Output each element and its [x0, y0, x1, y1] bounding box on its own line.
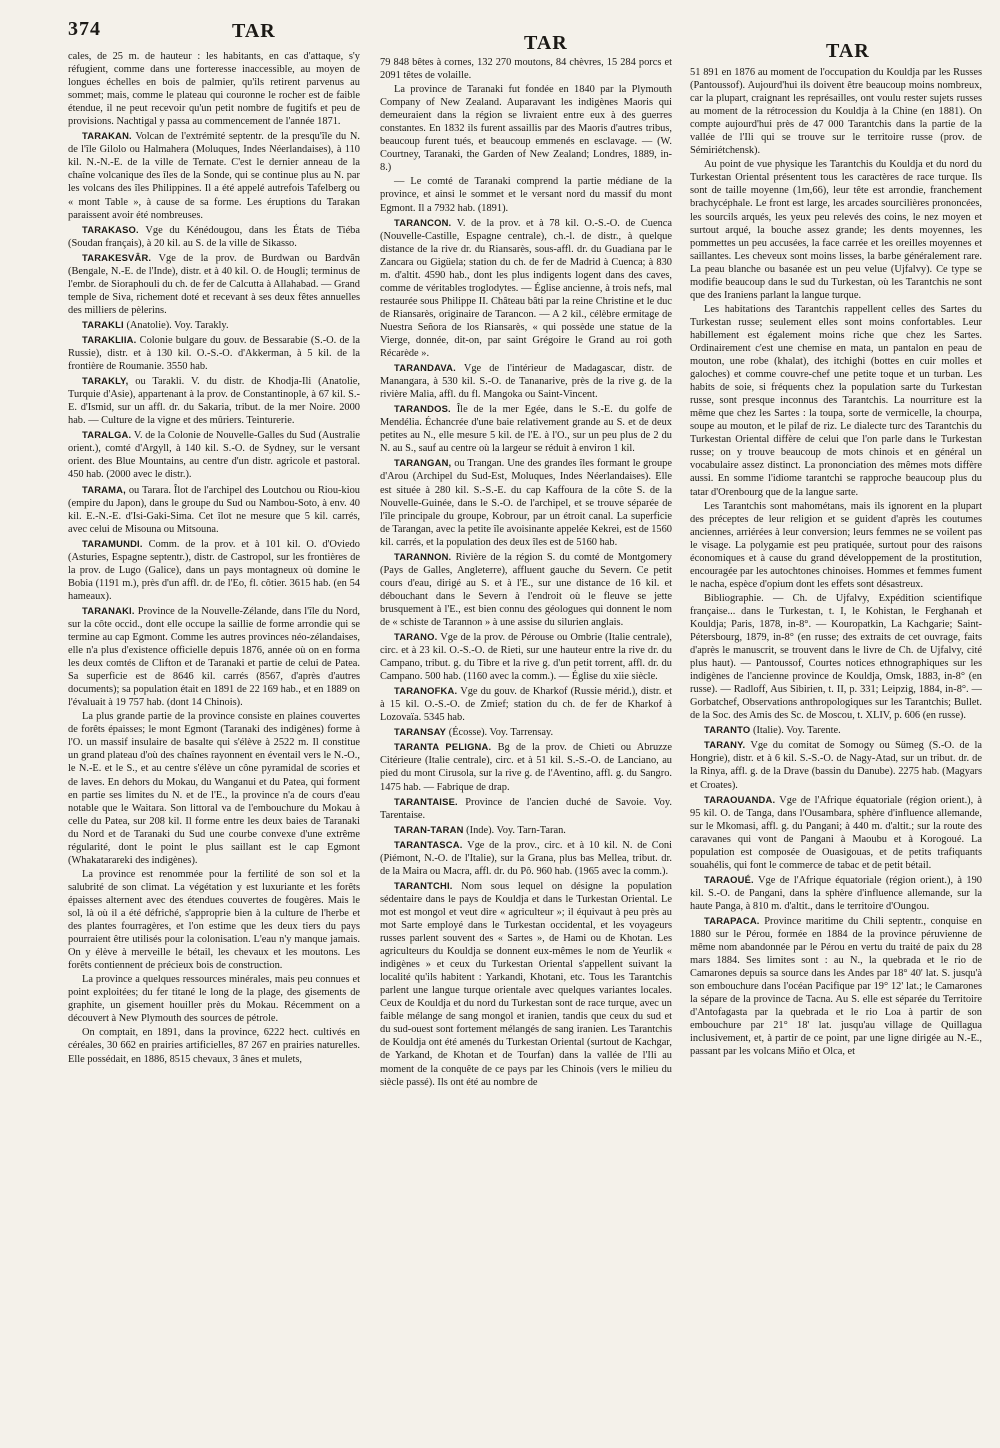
entry-text: Comm. de la prov. et à 101 kil. O. d'Oviedo (Asturies, Espagne septentr.), distr. de Castropol, sur les frontières de la prov. de Lugo (Galice), dans un pays montagneux où domine le Bobia (1191 m.), près d'un affl. dr. de l'Eo, fl. côtier. 3615 hab. (en 54 hameaux).	[68, 538, 360, 602]
entry-headword: TARAKLIIA.	[82, 333, 137, 345]
entry-text: Les Tarantchis sont mahométans, mais ils ignorent en la plupart des préceptes de leur religion et se guident d'après les coutumes anciennes, arriérées à leur conversion; leurs femmes ne se voilent pas le visage. La polygamie est peu pratiquée, surtout pour des raisons économiques et à cause du grand développement de la prostitution, encouragée par les autochtones chinoises. Hommes et femmes fument le nacha, espèce d'opium dont les effets sont désastreux.	[690, 500, 982, 590]
entry-headword: TARANO.	[394, 631, 438, 643]
running-head-2: TAR	[524, 32, 568, 54]
entry-text: Bg de la prov. de Chieti ou Abruzze Citérieure (Italie centrale), circ. et à 51 kil. S.-S.-O. de Lanciano, au pied du mont Cirusola, sur la rive g. de l'Aventino, affl. g. du Sangro. 1475 hab. — Fabrique de drap.	[380, 742, 672, 793]
entry-text: (Écosse). Voy. Tarrensay.	[448, 727, 554, 739]
running-head-1: TAR	[232, 20, 276, 42]
entry-text: ou Tarara. Îlot de l'archipel des Loutchou ou Riou-kiou (empire du Japon), dans le groupe du Sud ou Nambou-Soto, à env. 40 kil. E.-N.-E. d'Isi-Gaki-Sima. Cet îlot ne mesure que 5 kil. carrés, avec celui de Misouna ou Mitsouna.	[68, 484, 360, 535]
entry-headword: TARANY.	[704, 739, 746, 751]
dictionary-entry	[68, 333, 360, 373]
paragraph	[68, 710, 360, 867]
entry-text: (Inde). Voy. Tarn-Taran.	[466, 824, 566, 836]
entry-headword: TARANTCHI.	[394, 879, 453, 891]
dictionary-entry	[68, 428, 360, 481]
paragraph	[690, 66, 982, 157]
dictionary-entry	[380, 402, 672, 455]
entry-text: Vge de l'intérieur de Madagascar, distr. de Manangara, à 530 kil. S.-O. de Tananarive, près de la rive g. de la rivière Malia, affl. du fl. Mangoka ou Saint-Vincent.	[380, 363, 672, 401]
dictionary-entry	[690, 873, 982, 913]
running-head-3: TAR	[826, 40, 870, 62]
paragraph	[68, 1026, 360, 1065]
dictionary-entry	[380, 361, 672, 401]
dictionary-entry	[380, 740, 672, 793]
entry-text: La province de Taranaki fut fondée en 1840 par la Plymouth Company of New Zealand. Auparavant les indigènes Maoris qui demeuraient dans la région se livraient entre eux à des guerres constantes. En 1832 ils furent assaillis par des Maoris d'autres tribus, beaucoup furent tués, et beaucoup emmenés en esclavage. — (W. Courtney, Taranaki, the Garden of New Zealand; Londres, 1889, in-8.)	[380, 84, 672, 174]
dictionary-entry	[380, 879, 672, 1089]
entry-text: Vge de la prov. de Burdwan ou Bardvân (Bengale, N.-E. de l'Inde), distr. et à 40 kil. O. de Hougli; terminus de l'embr. de Sioraphouli du ch. de fer de Calcutta à Allahabad. — Grand temple de Siva, richement doté et recevant à ses deux fêtes annuelles des milliers de pèlerins.	[68, 252, 360, 316]
entry-text: Vge du Kénédougou, dans les États de Tiéba (Soudan français), à 20 kil. au S. de la ville de Sikasso.	[68, 224, 360, 249]
dictionary-entry	[380, 795, 672, 822]
dictionary-entry	[380, 630, 672, 683]
entry-headword: TARANOFKA.	[394, 685, 458, 697]
entry-headword: TARAOUANDA.	[704, 793, 776, 805]
paragraph	[68, 973, 360, 1025]
entry-headword: TARAKLI	[82, 318, 124, 330]
entry-text: Rivière de la région S. du comté de Montgomery (Pays de Galles, Angleterre), affluent gauche du Severn. Ce petit cours d'eau, dirigé au S. et à l'E., sur une distance de 16 kil. et débouchant dans le Severn à l'endroit où le fleuve se jette brusquement à l'E., est bien connu des géologues qui donnent le nom de « schiste de Tarannon » à une assise du silurien anglais.	[380, 551, 672, 628]
entry-headword: TARANDOS.	[394, 403, 451, 415]
paragraph	[380, 56, 672, 82]
dictionary-entry	[68, 604, 360, 709]
dictionary-entry	[380, 838, 672, 878]
entry-text: Colonie bulgare du gouv. de Bessarabie (S.-O. de la Russie), distr. et à 130 kil. O.-S.-O. d'Akkerman, à 5 kil. de la frontière de Roumanie. 3550 hab.	[68, 334, 360, 373]
entry-headword: TARAMA,	[82, 483, 126, 495]
entry-text: Vge de l'Afrique équatoriale (région orient.), à 190 kil. S.-O. de Pangani, dans la sphère d'influence allemande, sur la haute Panga, à 810 m. d'altit., dans le territoire d'Oungou.	[690, 874, 982, 912]
entry-text: cales, de 25 m. de hauteur : les habitants, en cas d'attaque, s'y réfugient, comme dans une forteresse inaccessible, au moyen de longues échelles en bois de palmier, qu'ils retirent parvenus au sommet; mais, comme le plateau qui couronne le rocher est de faible étendue, il ne peut recevoir qu'un petit nombre de fugitifs et peu de provisions. Nachtigal y passa au commencement de l'année 1871.	[68, 51, 360, 128]
entry-headword: TARANNON.	[394, 550, 452, 562]
entry-headword: TARAKLY,	[82, 375, 129, 387]
text-column-1	[68, 50, 360, 1442]
entry-text: Province maritime du Chili septentr., conquise en 1880 sur le Pérou, formée en 1884 de la province péruvienne de même nom abandonnée par le Pérou en vertu du traité de paix du 28 mars 1884. Ses limites sont : au N., la quebrada et le rio de Camarones depuis sa source dans les Andes par 18° 40' lat. S. jusqu'à son embouchure dans l'océan Pacifique par 19° 12' lat.; le Camarones la sépare de la province de Tacna. Au S. elle est séparée du Territoire d'Antofagasta par la quebrada et le rio Loa à partir de son embouchure par 21° 18' lat. jusqu'au village de Quillagua inclusivement, et, à partir de ce point, par une ligne dirigée au N.-E., passant par les volcans Miño et Olca, et	[690, 916, 982, 1058]
entry-text: 51 891 en 1876 au moment de l'occupation du Kouldja par les Russes (Pantoussof). Aujourd'hui ils doivent être beaucoup moins nombreux, car la plupart, craignant les représailles, ont voulu rester sujets russes au moment de la rétrocession du Kouldja à la Chine (en 1881). On compte aujourd'hui près de 47 000 Tarantchis dans la partie de la vallée de l'Ili qui se trouve sur le territoire russe (prov. de Sémiriétchensk).	[690, 67, 982, 157]
entry-text: Vge du gouv. de Kharkof (Russie mérid.), distr. et à 15 kil. O.-S.-O. de Zmief; station du ch. de fer de Kharkof à Lozovaïa. 5345 hab.	[380, 686, 672, 724]
entry-text: Bibliographie. — Ch. de Ujfalvy, Expédition scientifique française... dans le Turkestan, t. I, le Kohistan, le Ferghanah et Kouldja; Paris, 1878, in-8°. — Kouropatkin, La Kachgarie; Saint-Pétersbourg, 1879, in-8° (en russe; des extraits de cet ouvrage, faits d'après le manuscrit, se trouvent dans le livre de Ch. de Ujfalvy, cité plus haut). — Pantoussof, Courtes notices ethnographiques sur les indigènes de l'ancienne province de Kouldja, Omsk, 1883, in-8° (en russe). — Radloff, Aus Sibirien, t. II, p. 331; Leipzig, 1884, in-8°. — Gorbatchef, Observations anthropologiques sur les Tarantchis; Bullet. de la Soc. des Amis des Sc. de Moscou, t. XLIV, p. 606 (en russe).	[690, 592, 982, 722]
entry-headword: TARANSAY	[394, 726, 447, 738]
dictionary-entry	[68, 223, 360, 250]
entry-text: La plus grande partie de la province consiste en plaines couvertes de forêts épaisses; le mont Egmont (Taranaki des indigènes) forme à l'O. un massif insulaire de basalte qui s'élève à 2522 m. Il constitue un grand plateau d'où des chaînes rayonnent en éventail vers le N.-O., le N.-E. et le S., et au centre s'élève un cône pyramidal de scories et de laves. En dehors du Mokau, du Wanganui et du Patea, qui forment en partie ses limites du N. et de l'E., la province n'a de cours d'eau notable que le Waitara. Son littoral va de l'embouchure du Mokau à celle du Patea, sur 208 kil. Il forme entre les deux baies de Taranaki du Nord et de Taranaki du Sud une courbe convexe d'une extrême régularité, dont le point le plus saillant est le cap Egmont (Whakatarareki des indigènes).	[68, 711, 360, 866]
entry-headword: TARANGAN,	[394, 457, 452, 469]
entry-text: ou Trangan. Une des grandes îles formant le groupe d'Arou (Archipel du Sud-Est, Moluques, Indes Néerlandaises). Elle est située à 280 kil. S.-S.-E. du cap Kaffoura de la côte S. de la Nouvelle-Guinée, dans le S.-O. de l'archipel, et se trouve séparée de l'île principale du groupe, Kobrour, par un étroit canal. La superficie de Tarangan, avec la petite île avoisinante appelée Kekrei, est de 1560 kil. carrés, et la population des deux îles est de 5160 hab.	[380, 458, 672, 548]
entry-headword: TARANTASCA.	[394, 838, 463, 850]
dictionary-entry	[380, 216, 672, 361]
entry-text: Province de la Nouvelle-Zélande, dans l'île du Nord, sur la côte occid., dont elle occupe la saillie de forme arrondie qui se termine au cap Egmont. Comme les autres provinces néo-zélandaises, elle n'a plus d'existence officielle depuis 1876, année où on en forma les deux comtés de Clifton et de Taranaki et partie de celui de Patea. Sa superficie est de 8646 kil. carrés (8567, d'après d'autres documents); sa population était en 1891 de 22 169 hab., et en 1889 on l'évaluait à 19 757 hab. (dont 14 Chinois).	[68, 605, 360, 709]
entry-text: (Italie). Voy. Tarente.	[752, 725, 841, 737]
entry-text: (Anatolie). Voy. Tarakly.	[126, 319, 229, 331]
dictionary-entry	[690, 793, 982, 872]
entry-text: Volcan de l'extrémité septentr. de la presqu'île du N. de l'île Gilolo ou Halmahera (Moluques, Indes Néerlandaises), à 110 kil. N.-N.-E. de la ville de Ternate. C'est le dernier anneau de la chaîne volcanique des îles de la Sonde, qui se continue plus au N. par les volcans des îles Philippines. Il a été appelé autrefois Tafelberg ou « mont Table », à cause de sa forme. Les éruptions du Tarakan paraissent avoir été nombreuses.	[68, 131, 360, 221]
dictionary-entry	[68, 374, 360, 427]
entry-headword: TARAN-TARAN	[394, 823, 464, 835]
entry-headword: TARANAKI.	[82, 604, 135, 616]
entry-text: Vge du comitat de Somogy ou Sümeg (S.-O. de la Hongrie), distr. et à 6 kil. S.-S.-O. de Nagy-Atad, sur un tribut. dr. de la Rinya, affl. g. de la Drave (bassin du Danube). 2275 hab. (Magyars et Croates).	[690, 740, 982, 791]
entry-text: Province de l'ancien duché de Savoie. Voy. Tarentaise.	[380, 796, 672, 821]
paragraph	[380, 83, 672, 174]
text-column-2	[380, 56, 672, 1442]
dictionary-entry	[68, 483, 360, 536]
entry-text: V. de la Colonie de Nouvelle-Galles du Sud (Australie orient.), comté d'Argyll, à 140 kil. S.-O. de Sydney, sur le versant orient. des Blue Mountains, au centre d'un distr. agricole et pastoral. 450 hab. (2000 avec le distr.).	[68, 430, 360, 481]
dictionary-entry	[68, 537, 360, 603]
paragraph	[380, 175, 672, 214]
paragraph	[690, 500, 982, 591]
dictionary-entry	[380, 684, 672, 724]
entry-headword: TARANTA PELIGNA.	[394, 741, 492, 753]
entry-headword: TARAMUNDI.	[82, 537, 143, 549]
entry-headword: TARANTO	[704, 724, 751, 736]
paragraph	[68, 868, 360, 972]
entry-text: Vge de la prov., circ. et à 10 kil. N. de Coni (Piémont, N.-O. de l'Italie), sur la Grana, plus bas Mellea, tribut. dr. de la Maira ou Macra, affl. dr. du Pô. 960 hab. (1965 avec la comm.).	[380, 839, 672, 877]
entry-headword: TARAKESVÂR.	[82, 251, 152, 263]
entry-headword: TARANTAISE.	[394, 795, 458, 807]
entry-text: Au point de vue physique les Tarantchis du Kouldja et du nord du Turkestan Oriental présentent tous les caractères de race turque. Ils sont de taille moyenne (1m,66), leur tête est arrondie, franchement brachycéphale. Le front est large, les arcades sourcilières prononcées, les sourcils arqués, les yeux peu relevés des coins, le nez moyen et surtout arqué, la bouche assez grande; les dents moyennes, les pommettes un peu accusées, la face carrée et les oreilles moyennes et saillantes. Les cheveux sont moins lisses, la barbe généralement rare. La peau blanche ou basanée est un peu velue (Ujfalvy). Ce type se modifie beaucoup dans le sud du Turkestan, où les Tarantchis ne sont que des Iraniens parlant la langue turque.	[690, 159, 982, 301]
paragraph	[68, 50, 360, 128]
entry-text: — Le comté de Taranaki comprend la partie médiane de la province, et ainsi le sommet et le versant nord du massif du mont Egmont. Il a 7932 hab. (1891).	[380, 176, 672, 214]
paragraph	[690, 592, 982, 722]
entry-headword: TARAKAN.	[82, 130, 132, 142]
entry-headword: TARAKASO.	[82, 223, 139, 235]
dictionary-entry	[68, 129, 360, 221]
dictionary-entry	[690, 738, 982, 791]
entry-text: Vge de l'Afrique équatoriale (région orient.), à 95 kil. O. de Tanga, dans l'Ousambara, sphère d'influence allemande, sur le Mkomasi, affl. g. du Pangani; à 440 m. d'altit.; sur la route des caravanes qui vont de Pangani à Maoubu et à Korogoué. La population est composée de Ouasigouas, et de petits trafiquants souahélis, qui font le commerce de tabac et de petit bétail.	[690, 794, 982, 871]
entry-text: La province a quelques ressources minérales, mais peu connues et point exploitées; du fer titané le long de la plage, des gisements de graphite, un gisement houiller près du Mokau. Récemment on a découvert à New Plymouth des sources de pétrole.	[68, 974, 360, 1025]
entry-headword: TARAOUÉ.	[704, 873, 754, 885]
entry-text: Île de la mer Egée, dans le S.-E. du golfe de Mendélia. Échancrée d'une baie relativement grande au S. et de deux petites au N., elle mesure 5 kil. de l'E. à l'O., sur un peu plus de 2 du N. au S., sauf au centre où la largeur se réduit à environ 1 kil.	[380, 404, 672, 455]
dictionary-entry	[68, 318, 360, 332]
dictionary-entry	[380, 823, 672, 837]
page-number: 374	[68, 18, 101, 40]
entry-headword: TARALGA.	[82, 429, 132, 441]
entry-text: Nom sous lequel on désigne la population sédentaire dans le pays de Kouldja et dans le Turkestan Oriental. Le mot est mongol et veut dire « agriculteur »; il équivaut à peu près au mot Sarte employé dans le Turkestan occidental, et les voyageurs russes parlent souvent des « Sartes », de Hami ou de Khotan. Les agriculteurs du Kouldja se donnent eux-mêmes le nom de Yeurlik « indigènes » et ceux du Turkestan Oriental s'appellent suivant la localité qu'ils habitent : Yarkandi, Khotani, etc. Tous les Tarantchis parlent une langue turque orientale avec quelques variantes locales. Ceux de Kouldja et du nord du Turkestan sont de race turque, avec un faible mélange de sang mongol et iranien, tandis que ceux du sud et du sud-ouest sont fortement mélangés de sang iranien. Les Tarantchis de Kouldja ont été amenés du Turkestan Oriental (surtout de Kachgar, de Yarkand, de Khotan et de Tourfan) dans la vallée de l'Ili au moment de la conquête de ce pays par les Chinois (vers le milieu du siècle passé). Ils ont été au nombre de	[380, 880, 672, 1088]
dictionary-entry	[690, 723, 982, 737]
entry-headword: TARANCON.	[394, 216, 452, 228]
dictionary-entry	[380, 456, 672, 548]
entry-text: ou Tarakli. V. du distr. de Khodja-Ili (Anatolie, Turquie d'Asie), appartenant à la prov. de Constantinople, à 67 kil. S.-E. d'Ismid, sur un affl. dr. du Sakaria, tribut. de la mer Noire. 2000 hab. — Culture de la vigne et des mûriers. Teinturerie.	[68, 376, 360, 427]
paragraph	[690, 158, 982, 302]
dictionary-entry	[68, 251, 360, 317]
entry-text: Les habitations des Tarantchis rappellent celles des Sartes du Turkestan russe; seulement elles sont moins confortables. Leur habillement est également moins riche que chez les Sartes. Ordinairement c'est une chemise en mata, un pantalon en peau de mouton, une robe (khalat), des itchighi (bottes en cuir molles et galoches) et comme couvre-chef une petite toque et un turban. Les habits de soie, si fréquents chez la population sarte du Turkestan russe, sont presque inconnus des Tarantchis. La nourriture est la même que chez les Sartes : la toupa, sorte de vermicelle, la chourpa, soupe au mouton, et le pilaf de riz. Le dialecte turc des Tarantchis du Turkestan Oriental diffère de celui que l'on parle dans le Turkestan russe; on y trouve beaucoup de mots chinois et en général un vocabulaire assez distinct. La prononciation des mêmes mots diffère aussi. En somme l'idiome tarantchi se rapproche beaucoup plus du tatar d'Orenbourg que de la langue sarte.	[690, 303, 982, 498]
entry-headword: TARAPACA.	[704, 915, 760, 926]
entry-text: Vge de la prov. de Pérouse ou Ombrie (Italie centrale), circ. et à 23 kil. O.-S.-O. de Rieti, sur une hauteur entre la rive dr. du Campano, tribut. g. du Tibre et la rive g. d'un petit torrent, affl. dr. du Campano. 500 hab. (1160 avec la comm.). — Église du xiie siècle.	[380, 632, 672, 683]
paragraph	[690, 303, 982, 499]
text-column-3	[690, 66, 982, 1442]
entry-text: 79 848 bêtes à cornes, 132 270 moutons, 84 chèvres, 15 284 porcs et 2091 têtes de volaille.	[380, 57, 672, 82]
dictionary-entry	[690, 914, 982, 1059]
entry-text: La province est renommée pour la fertilité de son sol et la salubrité de son climat. La végétation y est luxuriante et les forêts épaisses alternent avec des étendues couvertes de fougères. Mais le sol, là où il a été défriché, s'approprie bien à la culture de l'herbe et des plantes fourragères, et l'on estime que les deux tiers du pays pourraient être utilisés pour la colonisation. L'eau n'y manque jamais. On y élève à merveille le bétail, les chevaux et les moutons. Les forêts contiennent de précieux bois de construction.	[68, 868, 360, 972]
entry-text: V. de la prov. et à 78 kil. O.-S.-O. de Cuenca (Nouvelle-Castille, Espagne centrale), ch.-l. de distr., à quelque distance de la rive dr. du Riansarès, sous-affl. dr. du Guadiana par le Zancara ou Gigüela; station du ch. de fer de Madrid à Cuenca; à 830 m. d'altit. 4590 hab., dont les plus indigents logent dans des caves, comme de véritables troglodytes. — Église ancienne, à trois nefs, mal restaurée sous Philippe II. Château bâti par la reine Christine et le duc de Riansarès, originaire de Tarancon. — A 2 kil., célèbre ermitage de Nuestra Señora de los Riansarès, « qui possède une statue de la Vierge, donnée, dit-on, par saint Grégoire le Grand au roi goth Récarède ».	[380, 217, 672, 360]
entry-headword: TARANDAVA.	[394, 362, 456, 374]
dictionary-entry	[380, 725, 672, 739]
dictionary-entry	[380, 550, 672, 629]
entry-text: On comptait, en 1891, dans la province, 6222 hect. cultivés en céréales, 30 662 en prairies artificielles, 87 267 en prairies naturelles. Elle possédait, en 1886, 8515 chevaux, 3 ânes et mulets,	[68, 1027, 360, 1065]
